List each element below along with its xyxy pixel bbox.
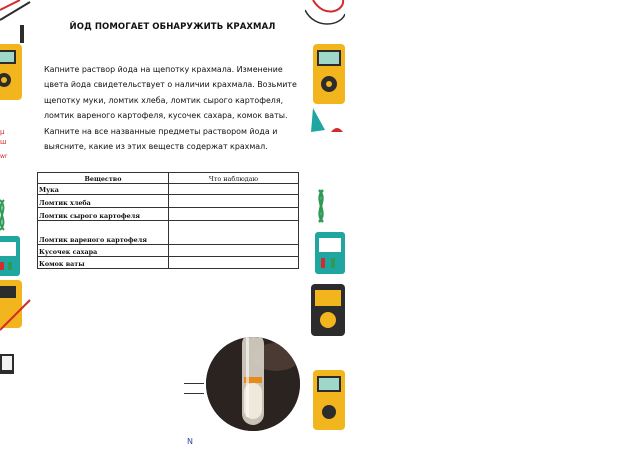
substance-cell: Ломтик сырого картофеля (38, 208, 169, 221)
formula-scribble-1: μ (0, 128, 5, 136)
table-row (38, 221, 299, 245)
table-row (38, 245, 299, 257)
pipette-icon (20, 25, 24, 43)
multimeter-icon-2 (311, 284, 345, 336)
right-strip-art (305, 0, 345, 453)
substance-cell: Ломтик хлеба (38, 195, 169, 208)
formula-scribble-2: ш (0, 138, 7, 146)
left-decorative-strip (0, 0, 40, 453)
formula-scribble-3: wr (0, 153, 8, 160)
observation-cell[interactable] (169, 195, 299, 208)
pointer-line (184, 383, 204, 384)
right-decorative-strip (305, 0, 345, 453)
flask-icon (0, 354, 14, 374)
table-header-row (38, 173, 299, 184)
worksheet-title: ЙОД ПОМОГАЕТ ОБНАРУЖИТЬ КРАХМАЛ (69, 22, 276, 32)
observation-cell[interactable] (169, 245, 299, 257)
pointer-line (184, 393, 204, 394)
table-row (38, 184, 299, 195)
dome-icon (331, 128, 343, 132)
header-substance: Вещество (38, 173, 169, 184)
test-tube-illustration (206, 337, 300, 431)
substance-cell: Комок ваты (38, 257, 169, 269)
table-row (38, 257, 299, 269)
oscilloscope-icon (0, 236, 20, 276)
test-tube-photo (206, 337, 300, 431)
left-strip-art (0, 0, 40, 453)
dna-icon (0, 200, 4, 230)
probe-lines-icon (0, 0, 30, 20)
observation-cell[interactable] (169, 221, 299, 245)
triangle-icon (311, 108, 325, 132)
instructions-text: Капните раствор йода на щепотку крахмала. Изменение цвета йода свидетельствует о наличии крахмала. Возьмите щепотку муки, ломтик хлеба, ломтик сырого картофеля, ломтик вареного картофеля, кусочек сахара, комок ваты. Капните на все названные предметы раствором йода и выясните, какие из этих веществ содержат крахмал. (44, 65, 297, 152)
observation-cell[interactable] (169, 208, 299, 221)
substance-cell: Ломтик вареного картофеля (38, 221, 169, 245)
oscilloscope-icon (315, 232, 345, 274)
table-row (38, 195, 299, 208)
dna-icon (319, 190, 323, 222)
substance-cell: Мука (38, 184, 169, 195)
observation-cell[interactable] (169, 257, 299, 269)
observation-table (37, 172, 299, 269)
observation-cell[interactable] (169, 184, 299, 195)
multimeter-icon (313, 44, 345, 104)
substance-cell: Кусочек сахара (38, 245, 169, 257)
table-row (38, 208, 299, 221)
multimeter-icon-3 (313, 370, 345, 430)
probe-lines-icon (305, 0, 345, 24)
multimeter-icon (0, 44, 22, 100)
header-observation: Что наблюдаю (169, 173, 299, 184)
footer-mark: N (187, 437, 193, 446)
multimeter-icon-2 (0, 280, 30, 330)
